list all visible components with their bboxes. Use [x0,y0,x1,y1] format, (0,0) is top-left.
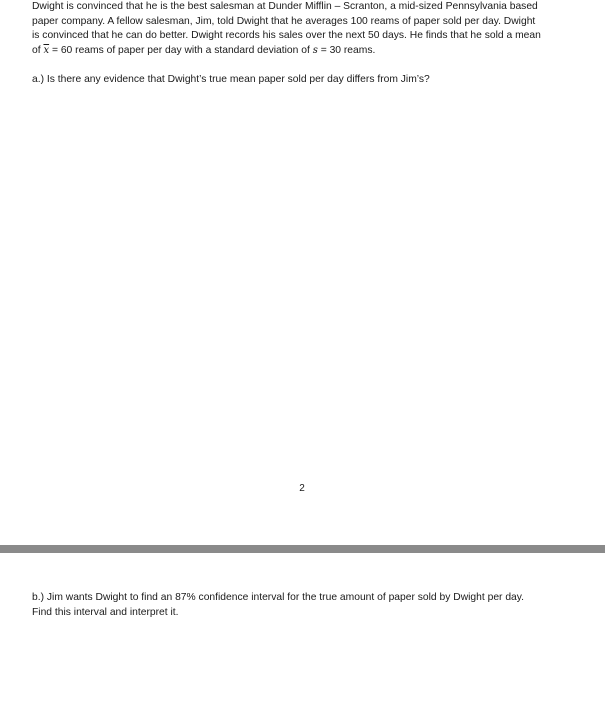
question-b-line: Find this interval and interpret it. [32,606,179,618]
std-dev-symbol: s [312,44,318,56]
page-separator [0,545,605,553]
intro-line: Dwight is convinced that he is the best salesman at Dunder Mifflin – Scranton, a mid-sized Pennsylvania based [32,1,538,12]
intro-text: = 60 reams of paper per day with a standard deviation of [49,44,313,56]
problem-intro [32,0,580,58]
intro-line [32,44,580,59]
intro-text: of [32,44,44,56]
question-b-line: b.) Jim wants Dwight to find an 87% confidence interval for the true amount of paper sold by Dwight per day. [32,592,525,603]
sample-mean-symbol: $\overline{x}$ [43,44,50,56]
intro-line: is convinced that he can do better. Dwight records his sales over the next 50 days. He finds that he sold a mean [32,30,541,42]
page-number: 2 [299,483,305,494]
page-bottom [0,553,605,720]
question-b [32,591,580,620]
intro-line: paper company. A fellow salesman, Jim, told Dwight that he averages 100 reams of paper sold per day. Dwight [32,15,536,27]
intro-text: = 30 reams. [317,44,376,56]
question-a: a.) Is there any evidence that Dwight’s true mean paper sold per day differs from Jim’s? [32,74,430,85]
